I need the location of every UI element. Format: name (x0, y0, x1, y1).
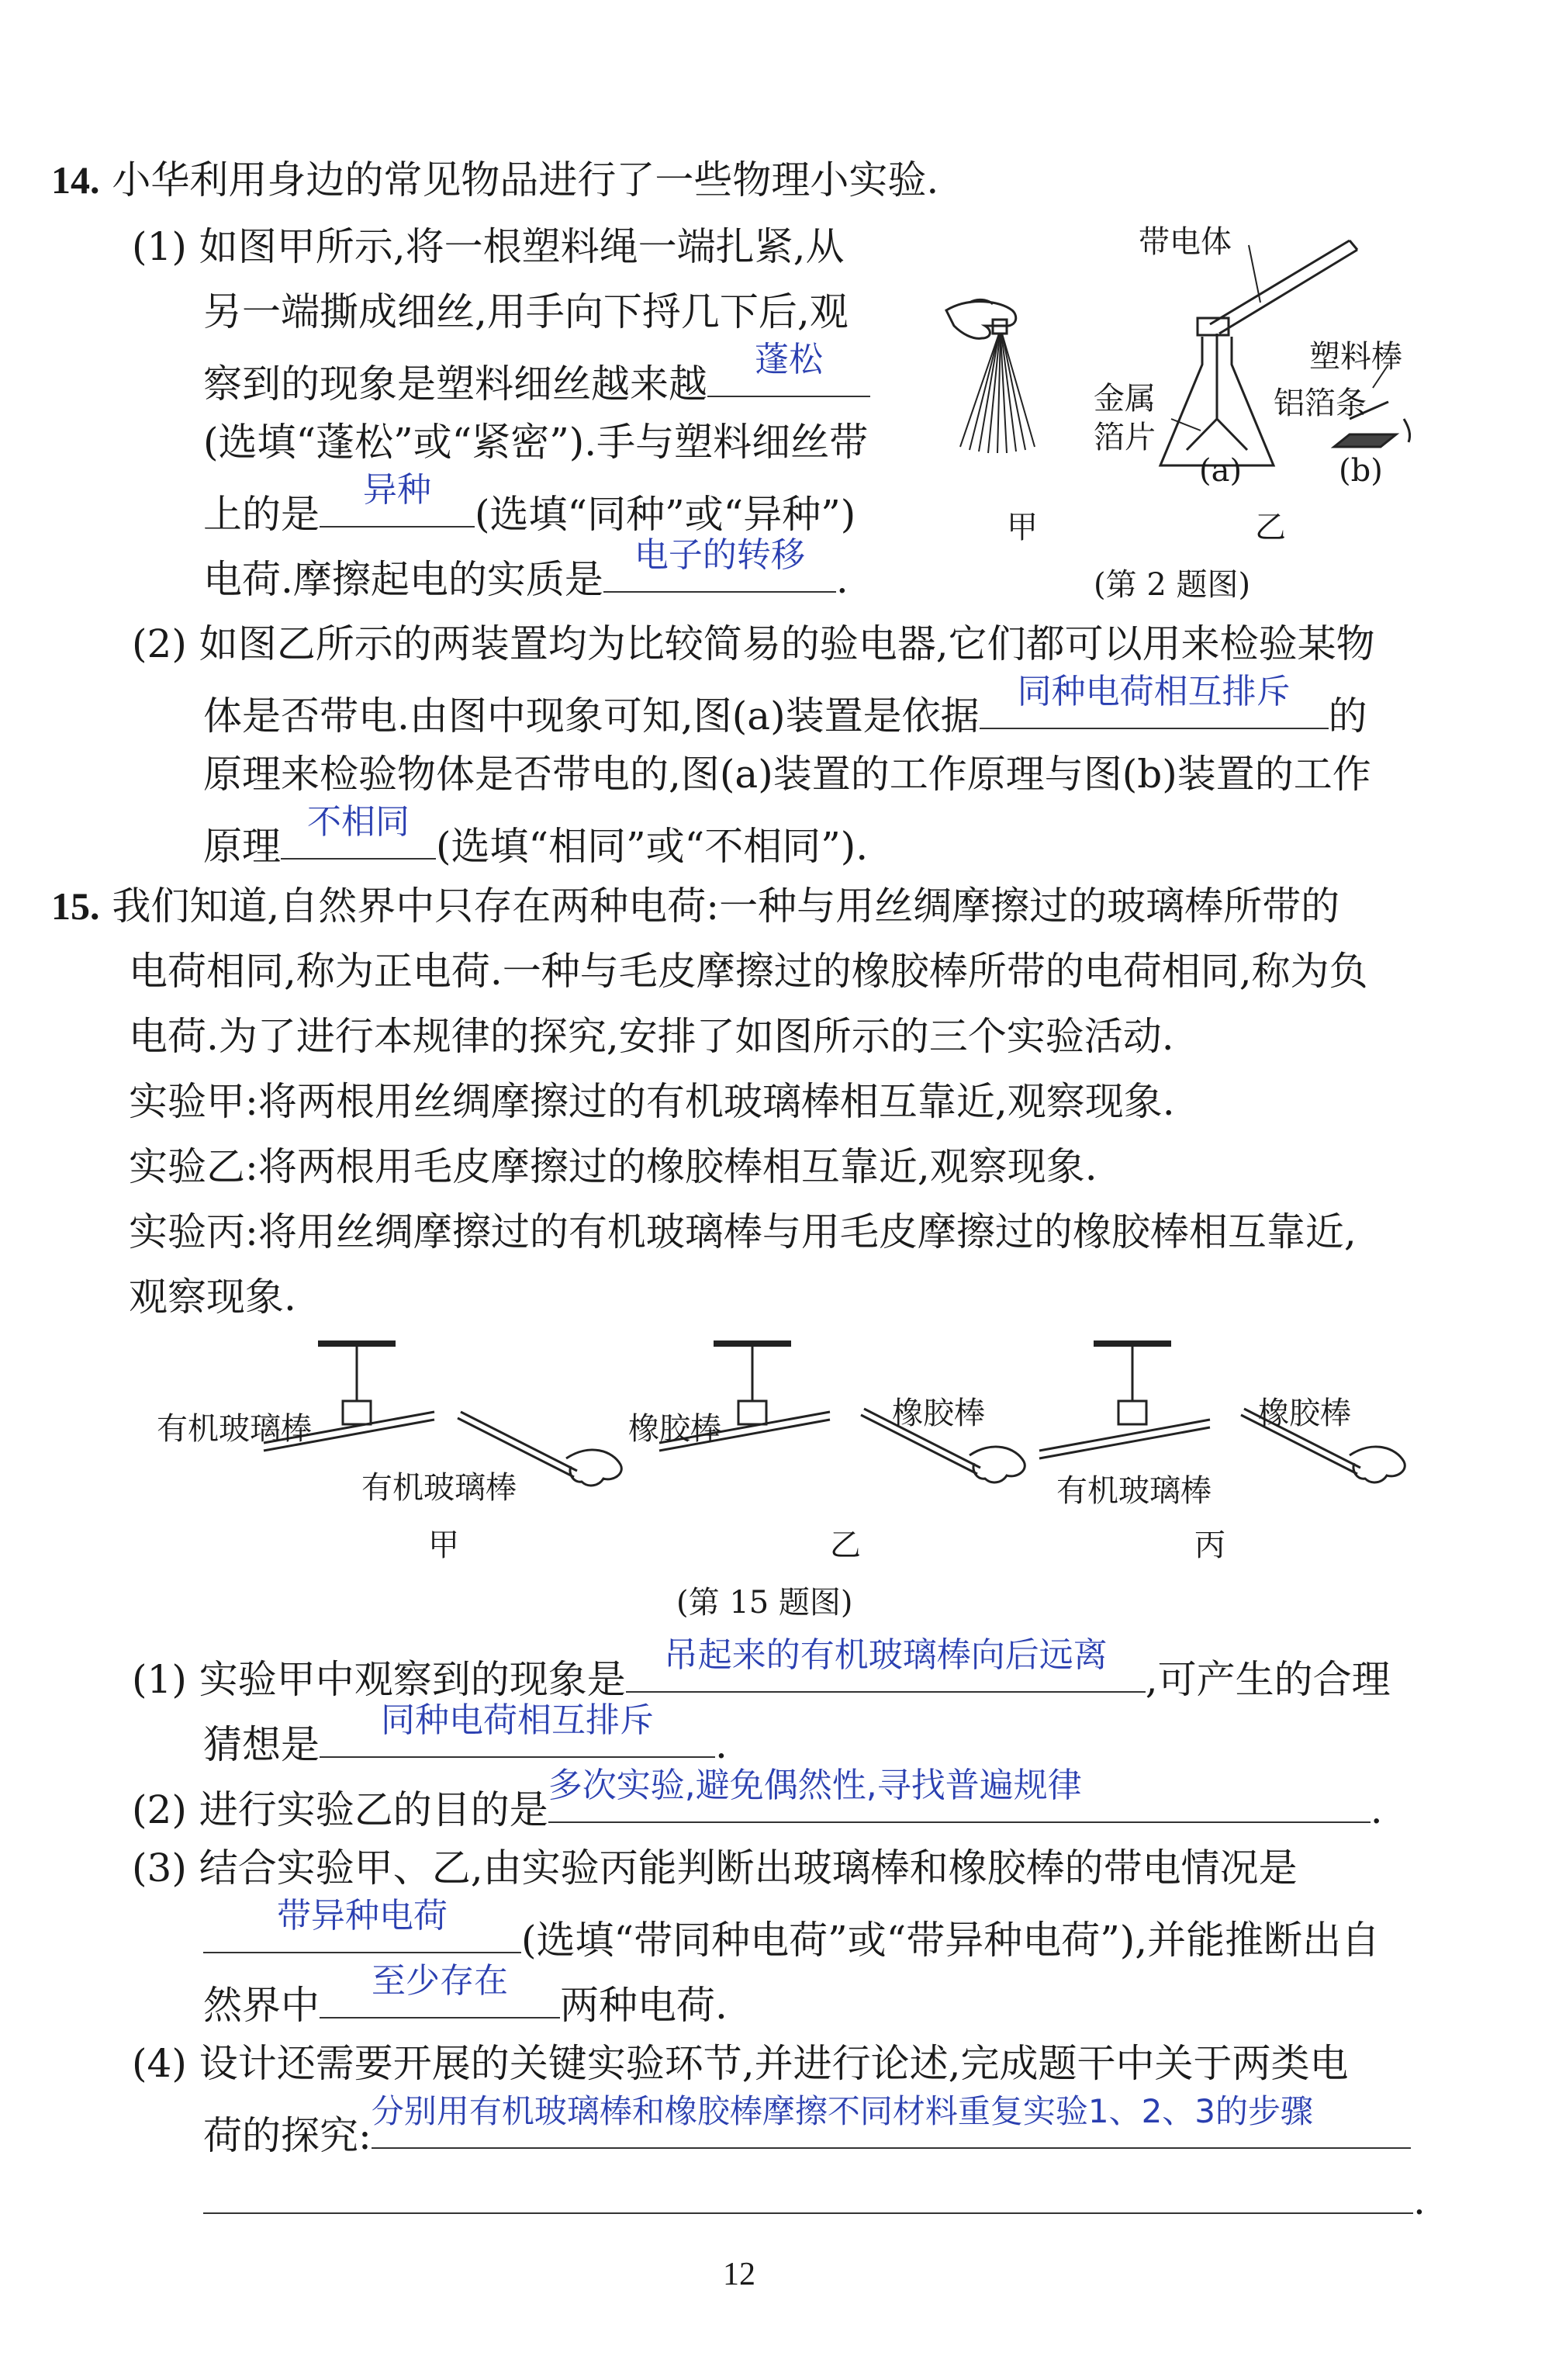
text: 上的是 (203, 492, 320, 537)
answer-blank[interactable] (320, 1700, 715, 1758)
part-label: (3) (132, 1846, 187, 1891)
figure-caption: (第 15 题图) (676, 1585, 853, 1621)
text: 电荷.为了进行本规律的探究,安排了如图所示的三个实验活动. (129, 1014, 1174, 1059)
handwritten-answer: 不相同 (307, 802, 410, 842)
q15-p4-line3 (203, 2169, 1426, 2226)
q15-stem-3 (129, 1012, 1174, 1061)
answer-blank[interactable] (603, 535, 836, 593)
label-jia: 甲 (1007, 510, 1038, 545)
text: 实验甲:将两根用丝绸摩擦过的有机玻璃棒相互靠近,观察现象. (129, 1079, 1175, 1124)
answer-blank[interactable] (371, 2092, 1411, 2149)
q15-p4-line1 (132, 2039, 1349, 2088)
part-label: (1) (132, 1657, 187, 1702)
text: . (715, 1722, 728, 1767)
text: 进行实验乙的目的是 (199, 1787, 548, 1832)
text: 的 (1328, 694, 1367, 739)
text: 两种电荷. (560, 1983, 728, 2028)
q15-p3-line1 (132, 1843, 1298, 1893)
answer-blank[interactable] (203, 2169, 1413, 2214)
q14-p2-line3 (203, 749, 1371, 799)
label-yi: 乙 (1255, 510, 1286, 545)
q14-p2-line1 (132, 619, 1375, 669)
q14-p2-line4 (203, 802, 869, 871)
q15-p3-line3 (203, 1961, 728, 2030)
answer-blank[interactable] (980, 672, 1329, 729)
label-al-strip: 铝箔条 (1274, 386, 1367, 421)
q14-p1-line6 (203, 535, 849, 604)
label-charged-body: 带电体 (1139, 224, 1232, 260)
answer-blank[interactable] (203, 1896, 521, 1953)
label-yi: 乙 (830, 1527, 861, 1563)
question-number: 14. (51, 158, 100, 202)
text: 察到的现象是塑料细丝越来越 (203, 361, 707, 406)
text: 如图乙所示的两装置均为比较简易的验电器,它们都可以用来检验某物 (199, 621, 1375, 666)
text: . (835, 557, 849, 602)
label-glass-rod-hand: 有机玻璃棒 (361, 1470, 517, 1506)
part-label: (2) (132, 1787, 187, 1832)
text: (选填“同种”或“异种”) (475, 492, 856, 537)
handwritten-answer: 分别用有机玻璃棒和橡胶棒摩擦不同材料重复实验1、2、3的步骤 (371, 2092, 1314, 2130)
page-number: 12 (723, 2257, 755, 2292)
q15-exp-bing-1 (129, 1207, 1357, 1257)
text: 设计还需要开展的关键实验环节,并进行论述,完成题干中关于两类电 (199, 2041, 1349, 2086)
answer-blank[interactable] (320, 470, 475, 528)
text: 然界中 (203, 1983, 320, 2028)
q15-p4-line2 (203, 2092, 1411, 2160)
label-a: (a) (1199, 453, 1243, 489)
q14-p1-line2 (203, 287, 849, 337)
q15-figure (140, 1334, 1412, 1520)
text: 结合实验甲、乙,由实验丙能判断出玻璃棒和橡胶棒的带电情况是 (199, 1846, 1298, 1891)
label-glass-rod-hanging: 有机玻璃棒 (157, 1411, 312, 1447)
part-label: (4) (132, 2041, 187, 2086)
text: 荷的探究: (203, 2113, 372, 2158)
q15-p2-line1 (132, 1766, 1383, 1835)
label-metal-foil-1: 金属 (1094, 381, 1156, 417)
handwritten-answer: 吊起来的有机玻璃棒向后远离 (663, 1635, 1108, 1675)
figure-caption: (第 2 题图) (1094, 567, 1251, 603)
plastic-strings (960, 334, 1035, 453)
answer-blank[interactable] (320, 1961, 560, 2019)
q14-p1-line4 (203, 417, 868, 467)
text: 电荷.摩擦起电的实质是 (203, 557, 603, 602)
label-bing: 丙 (1194, 1527, 1225, 1563)
text: ,可产生的合理 (1145, 1657, 1391, 1702)
answer-blank[interactable] (548, 1766, 1371, 1823)
answer-blank[interactable] (281, 802, 436, 860)
label-b: (b) (1339, 453, 1383, 489)
q15-stem-2 (129, 946, 1368, 996)
label-rubber-rod-hanging: 橡胶棒 (628, 1411, 721, 1447)
text: 原理来检验物体是否带电的,图(a)装置的工作原理与图(b)装置的工作 (203, 752, 1371, 797)
question-number: 15. (51, 884, 100, 928)
handwritten-answer: 电子的转移 (634, 535, 805, 575)
text: 实验丙:将用丝绸摩擦过的有机玻璃棒与用毛皮摩擦过的橡胶棒相互靠近, (129, 1209, 1357, 1254)
label-plastic-rod: 塑料棒 (1309, 339, 1402, 375)
text: 另一端撕成细丝,用手向下捋几下后,观 (203, 289, 849, 334)
text: 观察现象. (129, 1275, 296, 1320)
handwritten-answer: 异种 (363, 470, 431, 510)
text: 原理 (203, 824, 281, 869)
part-label: (2) (132, 621, 187, 666)
q15-exp-jia (129, 1077, 1175, 1126)
question-text: 小华利用身边的常见物品进行了一些物理小实验. (112, 157, 939, 202)
text: 实验甲中观察到的现象是 (199, 1657, 626, 1702)
text: (选填“相同”或“不相同”). (436, 824, 869, 869)
q14-p1-line1 (132, 222, 845, 272)
text: 体是否带电.由图中现象可知,图(a)装置是依据 (203, 694, 980, 739)
handwritten-answer: 同种电荷相互排斥 (381, 1700, 654, 1740)
text: 猜想是 (203, 1722, 320, 1767)
handwritten-answer: 多次实验,避免偶然性,寻找普遍规律 (548, 1766, 1082, 1805)
text: 电荷相同,称为正电荷.一种与毛皮摩擦过的橡胶棒所带的电荷相同,称为负 (129, 949, 1368, 994)
q15-exp-bing-2 (129, 1272, 296, 1322)
part-label: (1) (132, 224, 187, 269)
q14-p1-line3 (203, 340, 870, 409)
label-jia: 甲 (428, 1527, 459, 1563)
label-glass-rod-hanging-2: 有机玻璃棒 (1056, 1473, 1212, 1509)
handwritten-answer: 带异种电荷 (277, 1896, 448, 1935)
text: (选填“带同种电荷”或“带异种电荷”),并能推断出自 (521, 1918, 1381, 1963)
answer-blank[interactable] (707, 340, 870, 397)
q14-p2-line2 (203, 672, 1367, 741)
handwritten-answer: 至少存在 (372, 1961, 508, 2001)
hand-with-strings-illustration (946, 299, 1016, 338)
text: 如图甲所示,将一根塑料绳一端扎紧,从 (199, 224, 845, 269)
handwritten-answer: 同种电荷相互排斥 (1017, 672, 1291, 711)
label-metal-foil-2: 箔片 (1094, 420, 1156, 455)
text: 实验乙:将两根用毛皮摩擦过的橡胶棒相互靠近,观察现象. (129, 1144, 1097, 1189)
q15-stem-1 (51, 881, 1339, 931)
text: (选填“蓬松”或“紧密”).手与塑料细丝带 (203, 420, 869, 465)
handwritten-answer: 蓬松 (755, 340, 823, 379)
text: . (1370, 1787, 1383, 1832)
label-rubber-rod-hand-2: 橡胶棒 (1258, 1396, 1351, 1431)
q14-stem (51, 155, 938, 205)
answer-blank[interactable] (626, 1635, 1146, 1693)
label-rubber-rod-hand: 橡胶棒 (892, 1396, 985, 1431)
text: 我们知道,自然界中只存在两种电荷:一种与用丝绸摩擦过的玻璃棒所带的 (112, 884, 1340, 929)
text: . (1413, 2178, 1426, 2223)
q15-exp-yi (129, 1142, 1097, 1192)
